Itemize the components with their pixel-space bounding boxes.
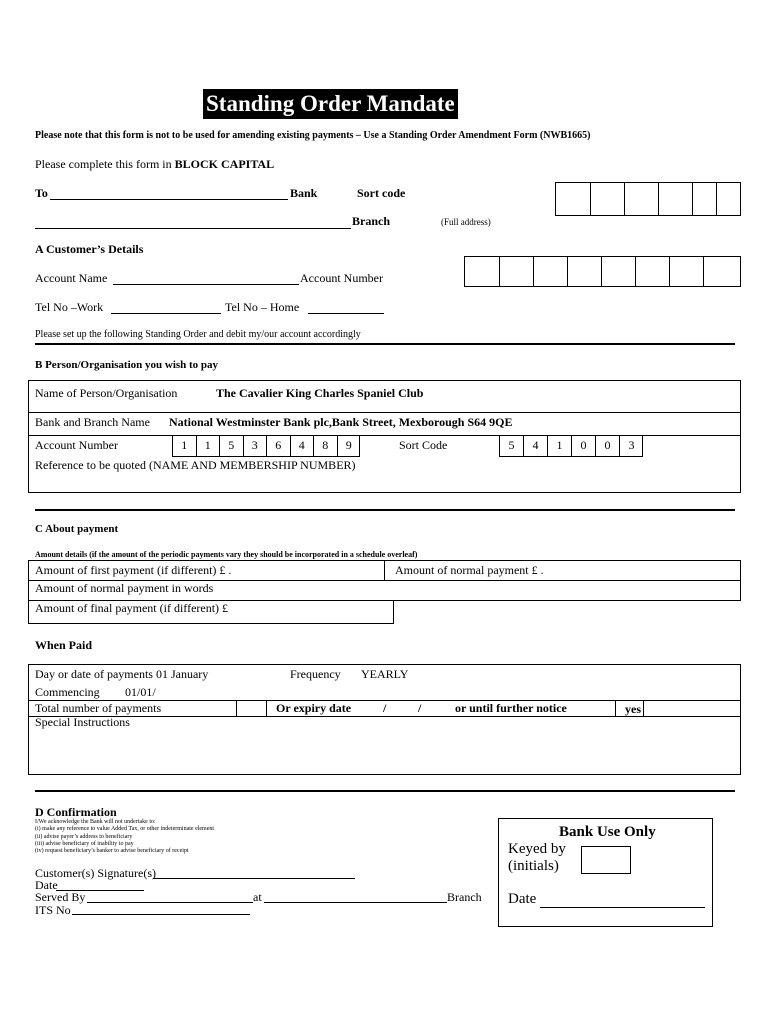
account-digit: 6 <box>266 435 290 457</box>
expiry-date-slash: / <box>418 701 422 715</box>
sort-digit: 5 <box>499 435 523 457</box>
setup-instruction: Please set up the following Standing Order and debit my/our account accordingly <box>35 329 361 340</box>
bank-use-date-label: Date <box>508 891 537 907</box>
bank-name-line[interactable] <box>50 199 288 200</box>
fine-print-line: (i) make any reference to value Added Tax, or other indeterminate element <box>35 826 215 833</box>
keyed-by-initials-box[interactable] <box>581 846 631 874</box>
fine-print-line: (iv) request beneficiary’s banker to advise beneficiary of receipt <box>35 848 189 855</box>
until-further-notice-label: or until further notice <box>455 701 567 715</box>
commencing-label: Commencing <box>35 685 100 699</box>
section-divider <box>35 509 735 511</box>
frequency-value: YEARLY <box>361 667 409 681</box>
bank-use-box <box>498 818 713 927</box>
account-number-boxes[interactable] <box>464 256 741 287</box>
account-digit: 4 <box>290 435 314 457</box>
served-by-line[interactable] <box>87 902 253 903</box>
sort-code-label: Sort code <box>357 186 406 200</box>
when-paid-heading: When Paid <box>35 638 93 652</box>
branch-label: Branch <box>352 214 391 228</box>
normal-words-row <box>28 580 741 601</box>
block-capitals-instruction <box>35 157 274 172</box>
bank-use-heading: Bank Use Only <box>559 824 656 840</box>
amount-details-note: Amount details (if the amount of the periodic payments vary they should be incorporated in a schedule overleaf) <box>35 550 418 559</box>
account-digit: 8 <box>313 435 337 457</box>
sort-digit: 0 <box>571 435 595 457</box>
payment-day-label: Day or date of payments 01 January <box>35 667 209 681</box>
served-at-line[interactable] <box>264 902 447 903</box>
normal-words-label: Amount of normal payment in words <box>35 581 214 595</box>
first-payment-row <box>28 560 741 581</box>
frequency-label: Frequency <box>290 667 341 681</box>
sort-digit: 1 <box>547 435 571 457</box>
payee-sort-code-digits <box>499 435 643 457</box>
final-payment-label: Amount of final payment (if different) £ <box>35 601 229 615</box>
customer-details-heading: A Customer’s Details <box>35 242 144 256</box>
account-number-label: Account Number <box>300 271 383 285</box>
tel-work-line[interactable] <box>111 313 221 314</box>
payee-name-label: Name of Person/Organisation <box>35 386 178 400</box>
account-digit: 3 <box>243 435 267 457</box>
bank-use-date-line[interactable] <box>540 907 705 908</box>
block-capitals-prefix: Please complete this form in <box>35 157 175 171</box>
payee-reference-label: Reference to be quoted (NAME AND MEMBERSHIP NUMBER) <box>35 458 356 472</box>
account-digit: 1 <box>196 435 220 457</box>
served-branch-label: Branch <box>447 890 482 904</box>
usage-note: Please note that this form is not to be used for amending existing payments – Use a Standing Order Amendment Form (NWB1665) <box>35 130 591 141</box>
section-divider <box>35 790 735 792</box>
payee-name-value: The Cavalier King Charles Spaniel Club <box>216 386 424 400</box>
fine-print-line: (iii) advise beneficiary of inability to pay <box>35 840 134 847</box>
section-divider <box>35 343 735 345</box>
served-at-label: at <box>253 890 262 904</box>
payee-account-number-digits <box>172 435 360 457</box>
expiry-date-label: Or expiry date <box>276 701 352 715</box>
keyed-by-label: Keyed by <box>508 841 566 857</box>
its-number-line[interactable] <box>72 914 250 915</box>
payment-heading: C About payment <box>35 523 119 535</box>
confirmation-fine-print <box>35 819 214 855</box>
confirmation-heading: D Confirmation <box>35 805 117 819</box>
page-title: Standing Order Mandate <box>203 89 458 119</box>
sort-digit: 3 <box>619 435 643 457</box>
payee-bank-value: National Westminster Bank plc,Bank Street, Mexborough S64 9QE <box>169 415 513 429</box>
served-by-label: Served By <box>35 890 86 904</box>
normal-payment-label: Amount of normal payment £ . <box>395 563 544 577</box>
sort-digit: 0 <box>595 435 619 457</box>
tel-home-line[interactable] <box>308 313 384 314</box>
account-name-label: Account Name <box>35 271 108 285</box>
bank-label: Bank <box>290 186 318 200</box>
fine-print-line: I/We acknowledge the Bank will not undertake to: <box>35 819 156 825</box>
sort-code-boxes[interactable] <box>555 182 741 216</box>
tel-home-label: Tel No – Home <box>225 300 300 314</box>
when-paid-box <box>28 664 741 775</box>
expiry-date-slash: / <box>383 701 387 715</box>
first-payment-label: Amount of first payment (if different) £ . <box>35 563 232 577</box>
until-further-notice-value: yes <box>625 702 641 716</box>
fine-print-line: (ii) advise payer’s address to beneficiary <box>35 833 133 840</box>
branch-address-line[interactable] <box>35 228 351 229</box>
account-digit: 5 <box>219 435 243 457</box>
sort-digit: 4 <box>523 435 547 457</box>
payee-sort-code-label: Sort Code <box>399 438 448 452</box>
keyed-by-initials-label: (initials) <box>508 858 559 874</box>
commencing-value: 01/01/ <box>125 685 156 699</box>
signature-line[interactable] <box>153 878 355 879</box>
to-label: To <box>35 186 48 200</box>
payee-bank-label: Bank and Branch Name <box>35 415 150 429</box>
special-instructions-label: Special Instructions <box>35 715 130 729</box>
account-name-line[interactable] <box>113 284 299 285</box>
signature-label: Customer(s) Signature(s) <box>35 866 156 880</box>
its-number-label: ITS No <box>35 903 71 917</box>
full-address-label: (Full address) <box>441 217 491 227</box>
confirmation-date-label: Date <box>35 878 58 892</box>
total-payments-label: Total number of payments <box>35 701 162 715</box>
tel-work-label: Tel No –Work <box>35 300 104 314</box>
final-payment-row <box>28 600 394 624</box>
block-capitals-emphasis: BLOCK CAPITAL <box>174 157 275 171</box>
payee-box <box>28 380 741 493</box>
account-digit: 9 <box>337 435 361 457</box>
payee-account-number-label: Account Number <box>35 438 118 452</box>
account-digit: 1 <box>172 435 196 457</box>
payee-heading: B Person/Organisation you wish to pay <box>35 359 219 371</box>
